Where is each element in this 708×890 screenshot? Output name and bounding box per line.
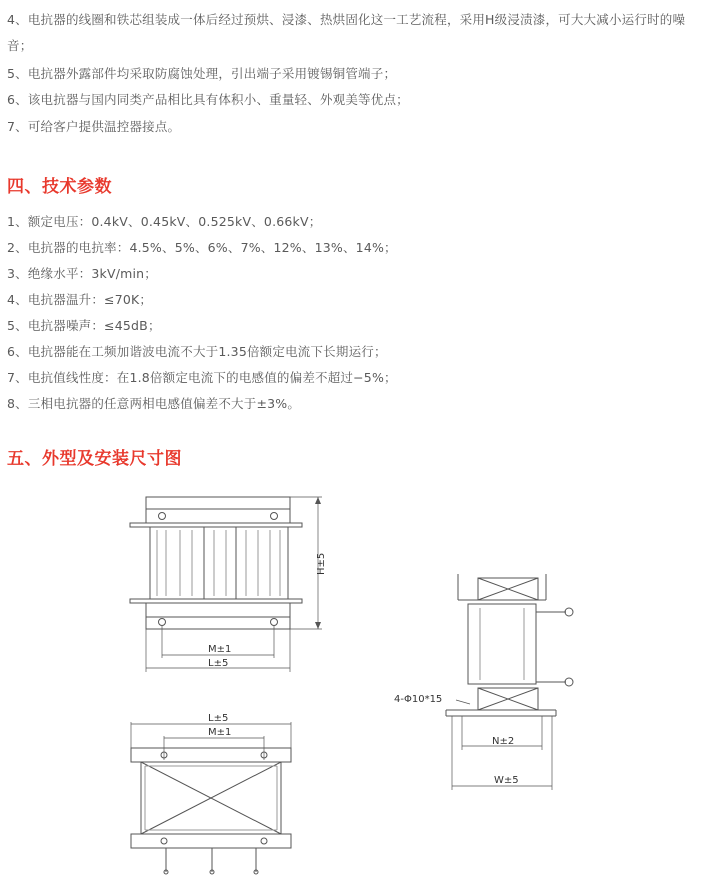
dim-label-w: W±5 <box>494 775 519 786</box>
terminal-lug-icon <box>565 608 573 616</box>
tech-item-6: 6、电抗器能在工频加谐波电流不大于1.35倍额定电流下长期运行； <box>7 344 387 359</box>
top-view <box>131 713 291 874</box>
tech-params-heading: 四、技术参数 <box>7 177 112 197</box>
dim-label-n: N±2 <box>492 736 515 747</box>
dim-label-h: H±5 <box>316 552 327 575</box>
feature-item-7: 7、可给客户提供温控器接点。 <box>7 119 181 134</box>
dimension-drawing <box>0 470 708 890</box>
tech-item-4: 4、电抗器温升：≤70K； <box>7 292 153 307</box>
tech-item-2: 2、电抗器的电抗率：4.5%、5%、6%、7%、12%、13%、14%； <box>7 240 397 255</box>
side-view <box>394 574 573 790</box>
bolt-icon <box>271 513 278 520</box>
feature-item-5: 5、电抗器外露部件均采取防腐蚀处理，引出端子采用镀锡铜管端子； <box>7 66 397 81</box>
tech-item-1: 1、额定电压：0.4kV、0.45kV、0.525kV、0.66kV； <box>7 214 322 229</box>
bolt-icon <box>159 513 166 520</box>
bolt-icon <box>159 619 166 626</box>
feature-item-4: 4、电抗器的线圈和铁芯组装成一体后经过预烘、浸漆、热烘固化这一工艺流程，采用H级浸渍漆，可大大减小运行时的噪音； <box>7 12 686 53</box>
bolt-icon <box>271 619 278 626</box>
dim-label-m: M±1 <box>208 644 232 655</box>
dimension-drawing-heading: 五、外型及安装尺寸图 <box>7 449 182 469</box>
front-view <box>130 497 327 672</box>
tech-item-5: 5、电抗器噪声：≤45dB； <box>7 318 161 333</box>
feature-item-6: 6、该电抗器与国内同类产品相比具有体积小、重量轻、外观美等优点； <box>7 92 409 107</box>
terminal-lug-icon <box>565 678 573 686</box>
hole-icon <box>161 838 167 844</box>
hole-icon <box>261 838 267 844</box>
tech-item-7: 7、电抗值线性度：在1.8倍额定电流下的电感值的偏差不超过−5%； <box>7 370 397 385</box>
dim-label-holes: 4-Φ10*15 <box>394 694 443 705</box>
dim-label-l-top: L±5 <box>208 713 229 724</box>
dim-label-l: L±5 <box>208 658 229 669</box>
dim-label-m-top: M±1 <box>208 727 232 738</box>
tech-item-8: 8、三相电抗器的任意两相电感值偏差不大于±3%。 <box>7 396 301 411</box>
tech-item-3: 3、绝缘水平：3kV/min； <box>7 266 157 281</box>
